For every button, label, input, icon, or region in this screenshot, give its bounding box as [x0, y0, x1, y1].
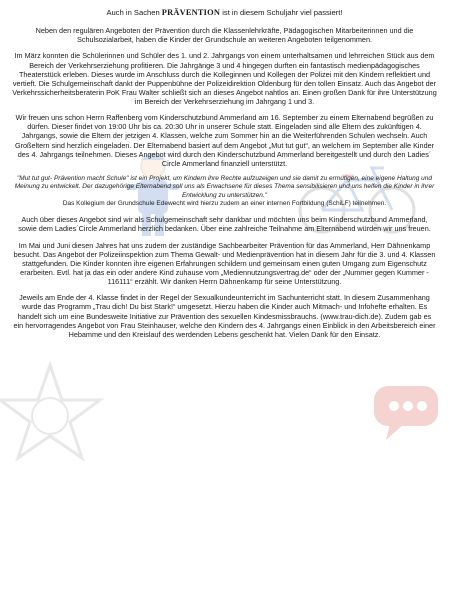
quote-source-note: Das Kollegium der Grundschule Edewecht wird hierzu zudem an einer internen Fortbildung (SchiLF) teilnehmen.: [62, 199, 387, 207]
prevention-article: [12, 8, 437, 346]
police-star-watermark-icon: [0, 360, 110, 490]
title-emphasis: PRÄVENTION: [161, 8, 221, 17]
paragraph-intro: Neben den regulären Angeboten der Prävention durch die Klassenlehrkräfte, Pädagogischen Mitarbeiterinnen und die Schulsozialarbeit, haben die Kinder der Grundschule an weiteren Angeboten teilgenommen.: [35, 26, 414, 45]
title-suffix: ist in diesem Schuljahr viel passiert!: [220, 8, 343, 17]
paragraph-parents-evening: Wir freuen uns schon Herrn Raffenberg vom Kinderschutzbund Ammerland am 16. September zu einem Elternabend begrüßen zu dürfen. Dieser findet von 19:00 Uhr bis ca. 20:30 Uhr in unserer Schule statt. Eingeladen sind alle Eltern des zukünftigen 4. Jahrgangs, sowie die Eltern der jetzigen 4. Klassen, welche zum Sommer hin an die Weiterführenden Schulen wechseln. Auch Großeltern sind herzlich eingeladen. Der Elternabend basiert auf dem Angebot „Mut tut gut“, an welchem im September alle Kinder des 4. Jahrgangs teilnehmen. Dieses Angebot wird durch den Kinderschutzbund Ammerland bereitgestellt und durch den Ladies´ Circle Ammerland finanziell unterstützt.: [14, 113, 435, 168]
paragraph-thanks: Auch über dieses Angebot sind wir als Schulgemeinschaft sehr dankbar und möchten uns beim Kinderschutzbund Ammerland, sowie dem Ladies´Circle Ammerland herzlich bedanken. Über eine zahlreiche Teilnahme am Elternabend würden wir uns freuen.: [18, 215, 431, 234]
paragraph-march-events: Im März konnten die Schülerinnen und Schüler des 1. und 2. Jahrgangs von einem unterhaltsamen und lehrreichen Stück aus dem Bereich der Verkehrserziehung profitieren. Die Jahrgänge 3 und 4 hingegen durften ein fantastisch medienpädagogisches Theaterstück erleben. Dieses wurde im Anschluss durch die Kolleginnen und Kollegen der Polizei mit den Kindern reflektiert und vertieft. Die Schulgemeinschaft dankt der Puppenbühne der Polizeidirektion Oldenburg für den tollen Einsatz. Auch das Angebot der Verkehrssicherheitsberaterin PoK Frau Walter schließt sich an dieses Angebot nahtlos an. Einen großen Dank für ihre Unterstützung im Bereich der Verkehrserziehung im Jahrgang 1 und 3.: [12, 51, 437, 106]
speech-bubble-watermark-icon: [368, 378, 448, 448]
title-prefix: Auch in Sachen: [106, 8, 162, 17]
article-title: [12, 8, 437, 17]
paragraph-sex-education: Jeweils am Ende der 4. Klasse findet in der Regel der Sexualkundeunterricht im Sachunterricht statt. In diesem Zusammenhang wurde das Programm „Trau dich! Du bist Stark!“ umgesetzt. Hierzu haben die Kinder auch Mitmach- und Infohefte erhalten. Es handelt sich um eine Bundesweite Initiative zur Prävention des sexuellen Kindesmissbrauchs. (www.trau-dich.de). Zudem gab es ein hervorragendes Angebot von Frau Steinhauser, welche den Kindern des 4. Jahrgangs einen Einblick in den Arbeitsbereich einer Hebamme und den Kreislauf des werdenden Lebens geschenkt hat. Vielen Dank für den Einsatz.: [13, 293, 436, 339]
paragraph-police-visit: Im Mai und Juni diesen Jahres hat uns zudem der zuständige Sachbearbeiter Prävention für das Ammerland, Herr Dähnenkamp besucht. Das Angebot der Polizeiinspektion zum Thema Gewalt- und Medienprävention hat in diesem Jahr für die 3. und 4. Klassen stattgefunden. Die Kinder konnten ihre eigenen Erfahrungen schildern und gemeinsam einen guten Umgang zum Eigenschutz erarbeiten. Evtl. hat ja das ein oder andere Kind zuhause vom „Mediennutzungsvertrag.de“ oder der „Nummer gegen Kummer - 116111“ erzählt. Wir danken Herrn Dähnenkamp für seine Unterstützung.: [13, 240, 436, 287]
project-quote: "Mut tut gut- Prävention macht Schule" ist ein Projekt, um Kindern ihre Rechte aufzuzeigen und sie damit zu ermutigen, eine eigene Haltung und Meinung zu entwickelt. Der dazugehörige Elternabend soll uns als Erwachsene für dieses Thema sensibilisieren und uns helfen die Kinder in ihrer Entwicklung zu unterstützen.": [14, 174, 435, 199]
